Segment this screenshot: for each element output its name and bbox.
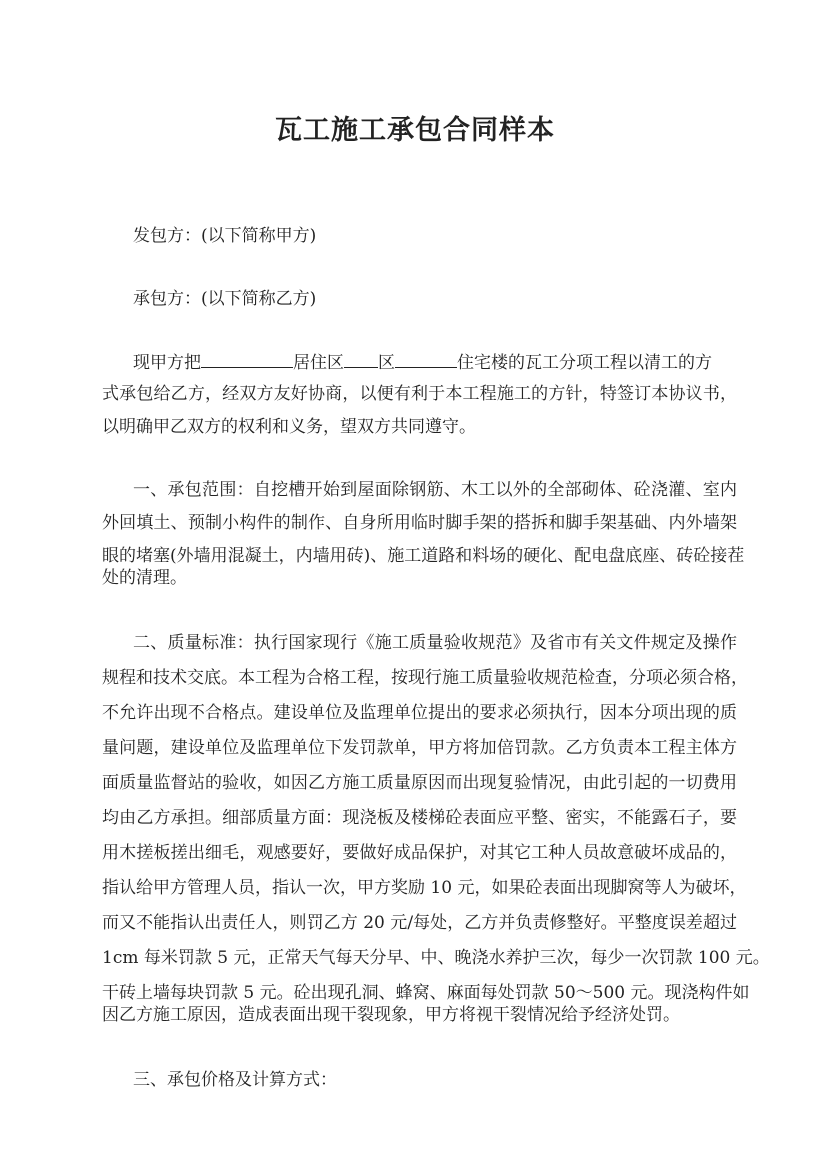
section2-line: 用木搓板搓出细毛，观感要好，要做好成品保护，对其它工种人员故意破坏成品的， [102, 843, 737, 863]
section1-line: 一、承包范围：自挖槽开始到屋面除钢筋、木工以外的全部砌体、砼浇灌、室内 [133, 480, 737, 500]
blank-field[interactable] [395, 349, 457, 368]
intro-text: 现甲方把 [133, 353, 201, 373]
section2-line: 均由乙方承担。细部质量方面：现浇板及楼梯砼表面应平整、密实，不能露石子，要 [102, 808, 737, 828]
section2-line: 规程和技术交底。本工程为合格工程，按现行施工质量验收规范检查，分项必须合格， [102, 668, 748, 688]
intro-text: 居住区 [293, 353, 344, 373]
section2-line: 不允许出现不合格点。建设单位及监理单位提出的要求必须执行，因本分项出现的质 [102, 703, 737, 723]
employer-line: 发包方：(以下简称甲方) [133, 226, 317, 246]
intro-line: 以明确甲乙双方的权利和义务，望双方共同遵守。 [102, 417, 476, 437]
section1-line: 眼的堵塞(外墙用混凝土，内墙用砖)、施工道路和料场的硬化、配电盘底座、砖砼接茬 [102, 546, 745, 566]
section2-line: 而又不能指认出责任人，则罚乙方 20 元/每处，乙方并负责修整好。平整度误差超过 [102, 913, 737, 933]
blank-field[interactable] [201, 349, 293, 368]
section2-line: 二、质量标准：执行国家现行《施工质量验收规范》及省市有关文件规定及操作 [133, 633, 737, 653]
section2-line: 因乙方施工原因，造成表面出现干裂现象，甲方将视干裂情况给予经济处罚。 [102, 1005, 680, 1025]
blank-field[interactable] [344, 349, 378, 368]
intro-text: 住宅楼的瓦工分项工程以清工的方 [457, 353, 712, 373]
contractor-line: 承包方：(以下简称乙方) [133, 289, 317, 309]
intro-text: 区 [378, 353, 395, 373]
section2-line: 面质量监督站的验收，如因乙方施工质量原因而出现复验情况，由此引起的一切费用 [102, 773, 737, 793]
section2-line: 指认给甲方管理人员，指认一次，甲方奖励 10 元，如果砼表面出现脚窝等人为破坏， [102, 878, 747, 898]
section1-line: 外回填土、预制小构件的制作、自身所用临时脚手架的搭拆和脚手架基础、内外墙架 [102, 513, 737, 533]
section2-line: 量问题，建设单位及监理单位下发罚款单，甲方将加倍罚款。乙方负责本工程主体方 [102, 738, 737, 758]
intro-line: 式承包给乙方，经双方友好协商，以便有利于本工程施工的方针，特签订本协议书， [102, 384, 737, 404]
section2-line: 1cm 每米罚款 5 元，正常天气每天分早、中、晚浇水养护三次，每少一次罚款 100 元。 [102, 948, 770, 968]
intro-line [133, 349, 737, 375]
section1-line: 处的清理。 [102, 568, 187, 588]
section3-heading: 三、承包价格及计算方式： [133, 1070, 337, 1090]
section2-line: 干砖上墙每块罚款 5 元。砼出现孔洞、蜂窝、麻面每处罚款 50～500 元。现浇构件如 [102, 983, 750, 1003]
document-title: 瓦工施工承包合同样本 [275, 115, 555, 146]
